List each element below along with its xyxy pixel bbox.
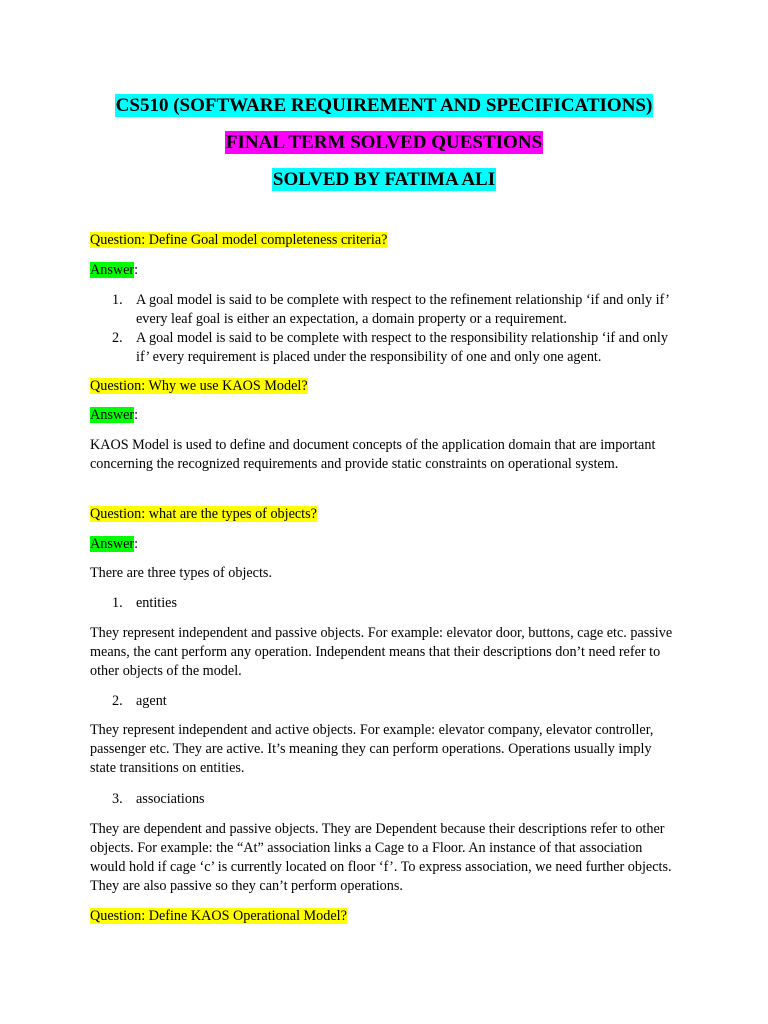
answer-2-text: KAOS Model is used to define and document concepts of the application domain that are important concerning the recognized requirements and provide static constraints on operational system.: [90, 437, 656, 472]
object-type-name: entities: [136, 595, 177, 611]
answer-label-3: [90, 535, 680, 554]
subtitle-text: FINAL TERM SOLVED QUESTIONS: [225, 132, 543, 153]
object-type-description: They are dependent and passive objects. They are Dependent because their descriptions refer to other objects. For example: the “At” association links a Cage to a Floor. An instance of that association would hold if cage ‘c’ is currently located on floor ‘f’. To express association, we need further objects. They are also passive so they can’t perform operations.: [90, 821, 672, 894]
course-title-text: CS510 (SOFTWARE REQUIREMENT AND SPECIFICATIONS): [115, 95, 653, 116]
answer-label-1: [90, 261, 680, 280]
question-1-text: Question: Define Goal model completeness criteria?: [90, 232, 388, 248]
question-2: [90, 377, 680, 396]
list-number: 1.: [112, 595, 123, 611]
list-text: A goal model is said to be complete with respect to the refinement relationship ‘if and only if’ every leaf goal is either an expectation, a domain property or a requirement.: [136, 292, 669, 327]
list-item: [112, 329, 682, 367]
list-number: 2.: [112, 693, 123, 709]
answer-3-intro: There are three types of objects.: [90, 565, 272, 581]
question-4: [90, 907, 680, 926]
question-2-text: Question: Why we use KAOS Model?: [90, 378, 308, 394]
answer-label-2: [90, 406, 680, 425]
subtitle: [0, 130, 768, 156]
answer-colon: :: [134, 262, 139, 278]
author-line: [0, 167, 768, 193]
list-number: 3.: [112, 791, 123, 807]
answer-colon: :: [134, 407, 139, 423]
object-type-description: They represent independent and passive objects. For example: elevator door, buttons, cage etc. passive means, the cant perform any operation. Independent means that their descriptions don’t need refer to other objects of the model.: [90, 625, 673, 679]
object-type-heading: [112, 692, 682, 711]
question-4-text: Question: Define KAOS Operational Model?: [90, 908, 347, 924]
list-item: [112, 291, 682, 329]
object-type-name: agent: [136, 693, 167, 709]
author-line-text: SOLVED BY FATIMA ALI: [272, 169, 496, 190]
object-type-description: They represent independent and active objects. For example: elevator company, elevator controller, passenger etc. They are active. It’s meaning they can perform operations. Operations usually imply state transitions on entities.: [90, 722, 654, 776]
list-number: 2.: [112, 330, 123, 346]
answer-label: Answer: [90, 262, 135, 278]
question-1: [90, 231, 680, 250]
answer-label: Answer: [90, 536, 135, 552]
object-type-name: associations: [136, 791, 205, 807]
object-type-heading: [112, 790, 682, 809]
question-3: [90, 505, 680, 524]
answer-label: Answer: [90, 407, 135, 423]
question-3-text: Question: what are the types of objects?: [90, 506, 317, 522]
answer-colon: :: [134, 536, 139, 552]
list-number: 1.: [112, 292, 123, 308]
object-type-heading: [112, 594, 682, 613]
list-text: A goal model is said to be complete with respect to the responsibility relationship ‘if and only if’ every requirement is placed under the responsibility of one and only one agent.: [136, 330, 668, 365]
course-title: [0, 93, 768, 119]
